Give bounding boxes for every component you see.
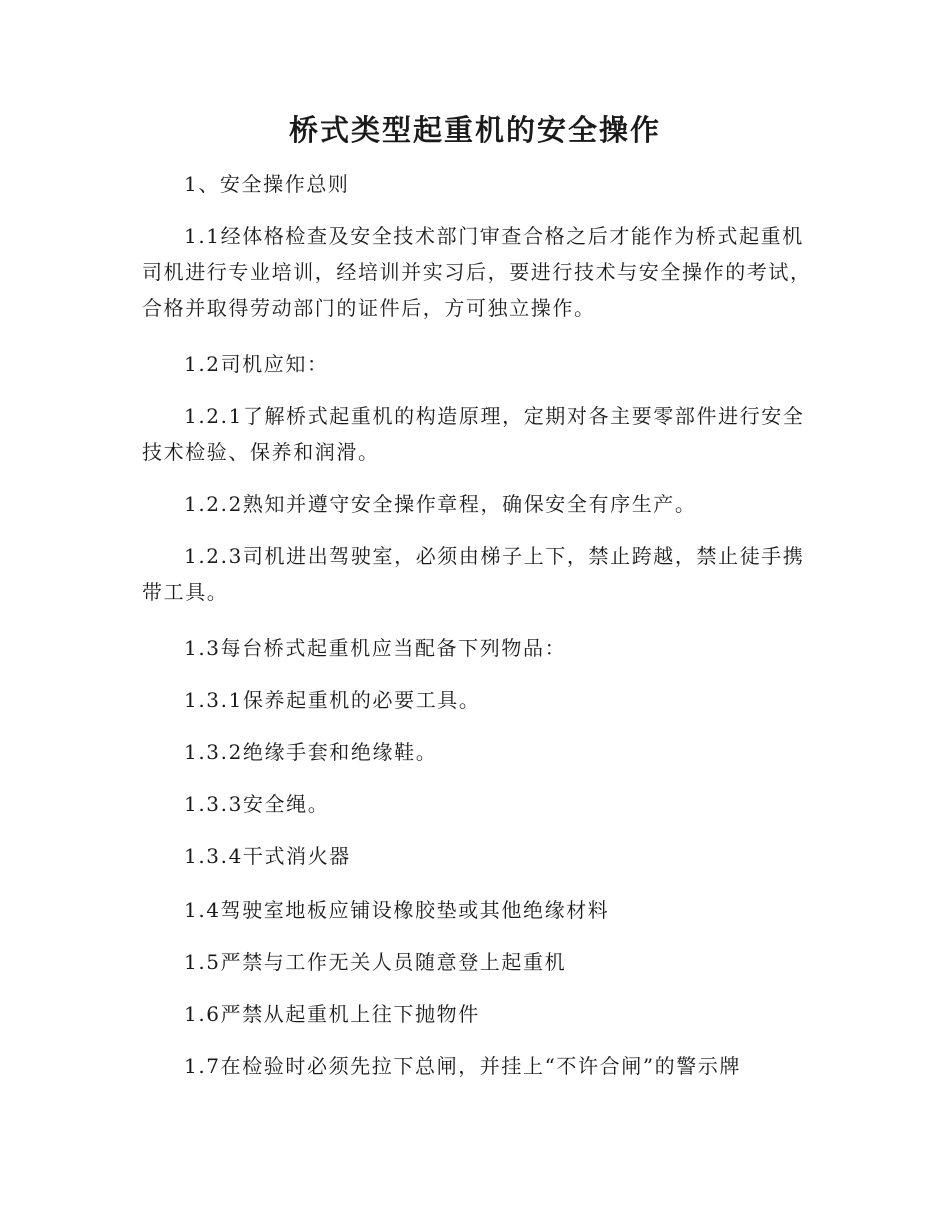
document-title: 桥式类型起重机的安全操作: [288, 113, 661, 147]
paragraph-1-3-4: 1.3.4干式消火器: [184, 844, 351, 868]
paragraph-1-2: 1.2司机应知：: [184, 352, 329, 376]
paragraph-1-3-3: 1.3.3安全绳。: [184, 792, 330, 816]
paragraph-1: 1、安全操作总则: [184, 172, 350, 196]
paragraph-1-3-2: 1.3.2绝缘手套和绝缘鞋。: [184, 740, 438, 764]
paragraph-1-6: 1.6严禁从起重机上往下抛物件: [184, 1002, 480, 1026]
paragraph-1-2-1: 1.2.1了解桥式起重机的构造原理，定期对各主要零部件进行安全技术检验、保养和润滑。: [142, 404, 805, 464]
paragraph-1-2-2: 1.2.2熟知并遵守安全操作章程，确保安全有序生产。: [184, 492, 697, 516]
paragraph-1-1: 1.1经体格检查及安全技术部门审查合格之后才能作为桥式起重机司机进行专业培训，经培训并实习后，要进行技术与安全操作的考试，合格并取得劳动部门的证件后，方可独立操作。: [142, 224, 812, 320]
paragraph-1-5: 1.5严禁与工作无关人员随意登上起重机: [184, 950, 567, 974]
paragraph-1-3-1: 1.3.1保养起重机的必要工具。: [184, 688, 481, 712]
paragraph-1-4: 1.4驾驶室地板应铺设橡胶垫或其他绝缘材料: [184, 898, 610, 922]
paragraph-1-2-3: 1.2.3司机进出驾驶室，必须由梯子上下，禁止跨越，禁止徒手携带工具。: [142, 544, 805, 604]
paragraph-1-3: 1.3每台桥式起重机应当配备下列物品：: [184, 636, 567, 660]
paragraph-1-7: 1.7在检验时必须先拉下总闸，并挂上“不许合闸”的警示牌: [184, 1054, 742, 1078]
